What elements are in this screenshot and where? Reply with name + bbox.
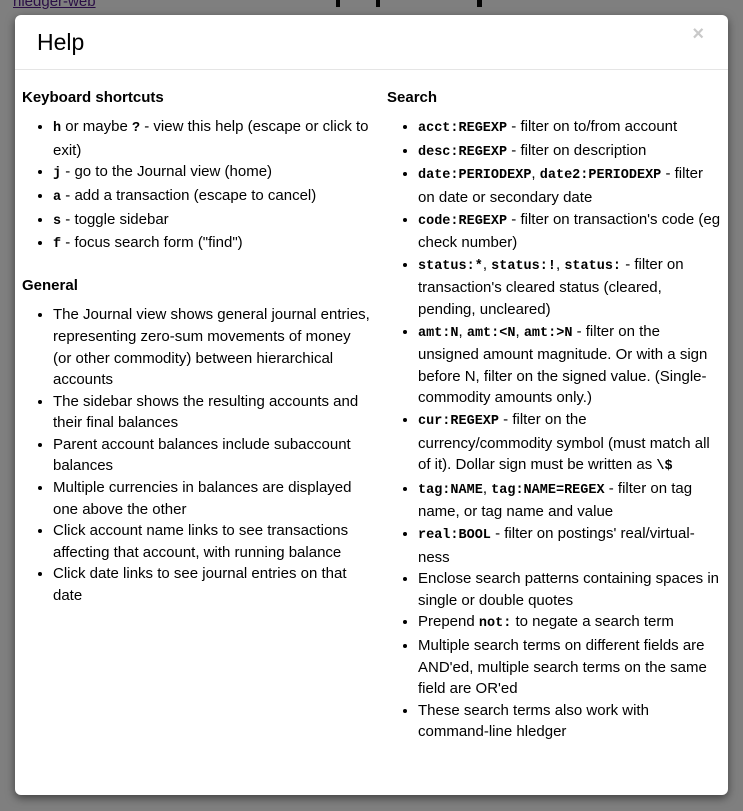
code-term: tag:NAME=REGEX <box>491 482 605 498</box>
code-term: f <box>53 237 62 253</box>
list-item: • date:PERIODEXP, date2:PERIODEXP - filter on date or secondary date <box>418 163 721 208</box>
section-heading: Search <box>387 88 438 106</box>
list-item: • Multiple currencies in balances are displayed one above the other <box>53 477 371 520</box>
modal-header <box>15 15 728 70</box>
list-item: • amt:N, amt:<N, amt:>N - filter on the unsigned amount magnitude. Or with a sign before N, filter on the signed value. (Single-commodity amounts only.) <box>418 321 721 409</box>
code-term: date:PERIODEXP <box>418 168 532 184</box>
code-term: a <box>53 190 62 206</box>
help-section <box>22 278 371 607</box>
code-term: desc:REGEXP <box>418 144 508 160</box>
code-term: date2:PERIODEXP <box>539 168 662 184</box>
close-icon[interactable]: × <box>688 22 708 46</box>
list-item: • real:BOOL - filter on postings' real/virtual-ness <box>418 523 721 568</box>
code-term: not: <box>478 616 512 632</box>
modal-body <box>15 70 728 763</box>
list-item: • desc:REGEXP - filter on description <box>418 140 721 164</box>
code-term: ? <box>131 121 141 137</box>
section-list <box>387 116 721 743</box>
list-item: • Multiple search terms on different fields are AND'ed, multiple search terms on the same field are OR'ed <box>418 635 721 700</box>
list-item: • Click date links to see journal entries on that date <box>53 563 371 606</box>
list-item: • a - add a transaction (escape to cancel) <box>53 185 371 209</box>
section-heading: Keyboard shortcuts <box>22 88 164 106</box>
list-item: • The sidebar shows the resulting accounts and their final balances <box>53 391 371 434</box>
code-term: h <box>53 121 62 137</box>
code-term: acct:REGEXP <box>418 121 508 137</box>
list-item: • Prepend not: to negate a search term <box>418 611 721 635</box>
code-term: \$ <box>656 459 673 475</box>
modal-title: Help <box>37 29 85 55</box>
list-item: • code:REGEXP - filter on transaction's code (eg check number) <box>418 209 721 254</box>
help-section <box>22 90 371 256</box>
help-column-right <box>371 90 721 753</box>
list-item: • Enclose search patterns containing spaces in single or double quotes <box>418 568 721 611</box>
code-term: amt:N <box>418 325 459 341</box>
list-item: • h or maybe ? - view this help (escape or click to exit) <box>53 116 371 161</box>
code-term: real:BOOL <box>418 527 491 543</box>
list-item: • f - focus search form ("find") <box>53 232 371 256</box>
list-item: • s - toggle sidebar <box>53 209 371 233</box>
help-section <box>387 90 721 743</box>
list-item: • Parent account balances include subaccount balances <box>53 434 371 477</box>
help-column-left <box>22 90 371 753</box>
list-item: • acct:REGEXP - filter on to/from account <box>418 116 721 140</box>
code-term: j <box>53 166 62 182</box>
code-term: tag:NAME <box>418 482 483 498</box>
list-item: • status:*, status:!, status: - filter on transaction's cleared status (cleared, pending, uncleared) <box>418 254 721 321</box>
list-item: • cur:REGEXP - filter on the currency/commodity symbol (must match all of it). Dollar sign must be written as \$ <box>418 409 721 478</box>
code-term: cur:REGEXP <box>418 413 500 429</box>
code-term: amt:<N <box>466 325 516 341</box>
help-modal <box>15 15 728 795</box>
section-list <box>22 116 371 256</box>
list-item: • j - go to the Journal view (home) <box>53 161 371 185</box>
code-term: status: <box>564 258 622 274</box>
list-item: • tag:NAME, tag:NAME=REGEX - filter on tag name, or tag name and value <box>418 478 721 523</box>
list-item: • Click account name links to see transactions affecting that account, with running balance <box>53 520 371 563</box>
section-heading: General <box>22 276 78 294</box>
code-term: status:! <box>491 258 556 274</box>
code-term: status:* <box>418 258 483 274</box>
code-term: code:REGEXP <box>418 213 508 229</box>
code-term: amt:>N <box>523 325 573 341</box>
list-item: • The Journal view shows general journal entries, representing zero-sum movements of money (or other commodity) between hierarchical accounts <box>53 304 371 390</box>
code-term: s <box>53 213 62 229</box>
list-item: • These search terms also work with command-line hledger <box>418 700 721 743</box>
section-list <box>22 304 371 606</box>
